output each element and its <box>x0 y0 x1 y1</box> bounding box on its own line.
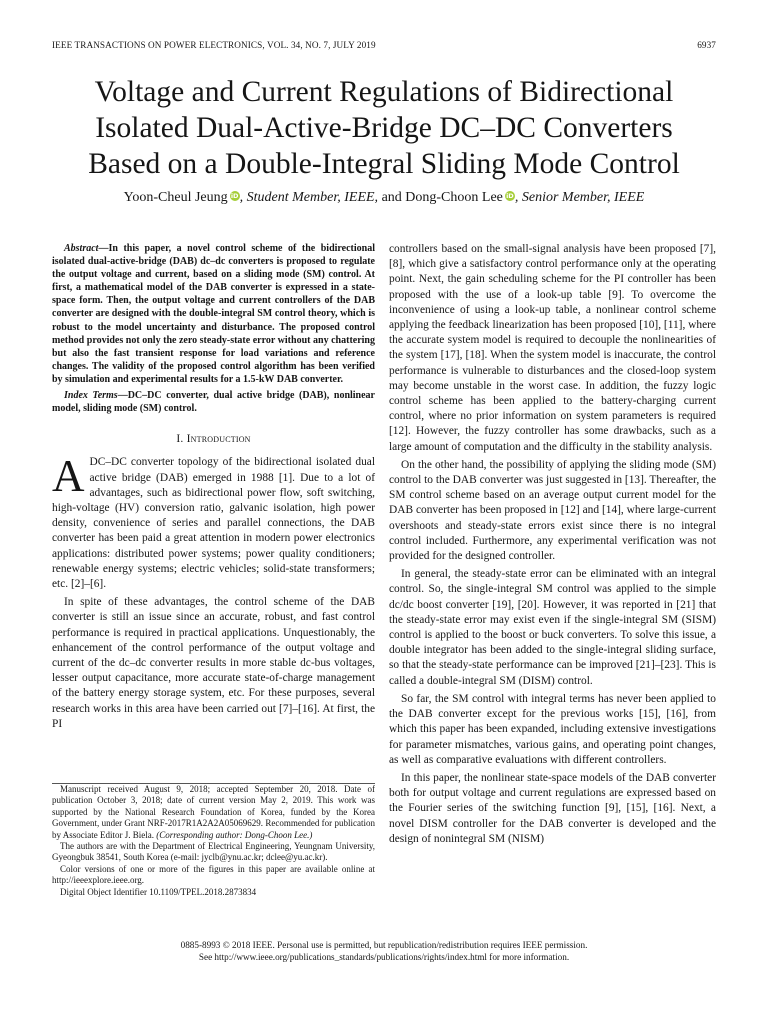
orcid-icon[interactable]: iD <box>506 192 514 200</box>
copyright-line: 0885-8993 © 2018 IEEE. Personal use is permitted, but republication/redistribution requires IEEE permission. <box>180 940 588 950</box>
paragraph-text: DC–DC converter topology of the bidirectional isolated dual active bridge (DAB) emerged in 1988 [1]. Due to a lot of advantages, such as bidirectional power flow, soft switching, high-voltage (HV) conversion ratio, galvanic isolation, high power density, convenience of series and parallel connections, the DAB converter has been paid a great attention in modern power electronics applications: distributed power systems; power quality conditioners; renewable energy systems; electric vehicles; solid-state transformers; etc. [2]–[6]. <box>52 456 375 591</box>
intro-paragraph <box>52 451 375 592</box>
footnote: The authors are with the Department of Electrical Engineering, Yeungnam University, Gyeongbuk 38541, South Korea (e-mail: jyclb@ynu.ac.kr; dclee@yu.ac.kr). <box>52 841 375 863</box>
body-paragraph: controllers based on the small-signal analysis have been proposed [7], [8], which give a satisfactory control performance only at the operating point. Next, the gain scheduling scheme for the PI controller has been proposed with the use of a look-up table [9]. To overcome the inconvenience of using a look-up table, a nonlinear control scheme applying the feedback linearization has been proposed [10], [11], where the accurate system model is required to decouple the nonlinearities of the system [17], [18]. When the system model is inaccurate, the control performance is vulnerable to disturbances and the closed-loop system may become unstable in the worst case. In addition, the fuzzy logic control scheme has been applied to the battery-charging current control, where no prior information on system parameters is required [12]. However, the fuzzy controller has some drawbacks, such as a large amount of computation and the difficulty in the stability analysis. <box>389 243 716 453</box>
footnotes <box>52 783 375 898</box>
footnote: Digital Object Identifier 10.1109/TPEL.2018.2873834 <box>60 886 257 897</box>
copyright-notice <box>40 939 728 963</box>
abstract-label: Abstract <box>64 243 99 254</box>
author-line <box>40 189 728 207</box>
title-line: Voltage and Current Regulations of Bidirectional <box>94 76 674 108</box>
intro-paragraph: In spite of these advantages, the control scheme of the DAB converter is still an issue since an accurate, robust, and fast control performance is required in practical applications. Unquestionably, the enhancement of the control performance of the output voltage and current of the dc–dc converter results in more stable dc-bus voltages, lesser output capacitance, more accurate state-of-charge management of the battery energy storage system, etc. For these purposes, several research works in this area have been carried out [7]–[16]. At first, the PI <box>52 596 375 730</box>
footnote <box>52 784 375 841</box>
footnote-text: Manuscript received August 9, 2018; accepted September 20, 2018. Date of publication October 3, 2018; date of current version May 2, 2019. This work was supported by the National Research Foundation of Korea, funded by the Korea Government, under Grant NRF-2017R1A2A2A05069629. Recommended for publication by Associate Editor J. Biela. <box>52 784 375 840</box>
journal-name: IEEE TRANSACTIONS ON POWER ELECTRONICS, VOL. 34, NO. 7, JULY 2019 <box>52 40 376 50</box>
body-paragraph: On the other hand, the possibility of applying the sliding mode (SM) control to the DAB converter was just suggested in [13]. Thereafter, the SM control scheme based on an average output current model for the DAB converter has been proposed in [12] and [14], where large-current overshoots and steady-state errors exist since there is no integral control included. Furthermore, any experimental verification was not provided for the designed controller. <box>389 458 716 563</box>
author-affiliation: , Senior Member, IEEE <box>514 190 645 205</box>
author-name: Yoon-Cheul Jeung <box>123 190 228 205</box>
body-paragraph: So far, the SM control with integral terms has never been applied to the DAB converter except for the previous works [15], [16], from which this paper has been expanded, including extensive investigations for parameter mismatches, various gains, and operating point changes, as well as comparative evaluations with different controllers. <box>389 692 716 766</box>
running-header <box>52 40 716 54</box>
right-column <box>389 242 716 850</box>
author-affiliation: , Student Member, IEEE, <box>239 190 379 205</box>
orcid-icon[interactable]: iD <box>230 192 239 200</box>
index-terms-label: Index Terms <box>64 390 118 402</box>
footnote: Color versions of one or more of the figures in this paper are available online at http://ieeexplore.ieee.org. <box>52 863 375 886</box>
abstract <box>52 242 375 386</box>
author-conjunction: and <box>378 190 406 205</box>
author-name: Dong-Choon Lee <box>405 190 503 205</box>
paper-title <box>40 74 728 182</box>
section-title: Introduction <box>186 432 251 446</box>
index-terms-text: —DC–DC converter, dual active bridge (DAB), nonlinear model, sliding mode (SM) control. <box>52 390 375 415</box>
body-paragraph: In this paper, the nonlinear state-space models of the DAB converter both for output voltage and current regulations are expressed based on the Fourier series of the switching function [9], [15], [16]. Next, a novel DISM controller for the DAB converter is developed and the design of nonintegral SM (NISM) <box>389 771 716 845</box>
index-terms <box>52 389 375 415</box>
copyright-line: See http://www.ieee.org/publications_standards/publications/rights/index.html for more information. <box>198 952 570 962</box>
title-line: Isolated Dual-Active-Bridge DC–DC Converters <box>95 112 673 144</box>
section-number: I. <box>176 432 184 446</box>
abstract-text: —In this paper, a novel control scheme of the bidirectional isolated dual-active-bridge (DAB) dc–dc converters is proposed to regulate the output voltage and current, based on a sliding mode (SM) control. At first, a mathematical model of the DAB converter is expressed in a state-space form. Then, the output voltage and current controllers of the DAB converter are designed with the double-integral SM control theory, which is robust to the model uncertainty and disturbance. The proposed control method provides not only the zero steady-state error without any chattering but also the fast transient response for load variations and reference changes. The validity of the proposed control algorithm has been verified by simulation and experimental results for a 1.5-kW DAB converter. <box>52 243 375 385</box>
section-heading <box>52 431 375 446</box>
left-column <box>52 242 375 735</box>
page-number: 6937 <box>697 40 716 50</box>
drop-cap: A <box>52 451 85 502</box>
body-paragraph: In general, the steady-state error can be eliminated with an integral control. So, the single-integral SM control was applied to the simple dc/dc boost converter [19], [20]. However, it was reported in [21] that the steady-state error may exist even if the single-integral SM (SISM) control is applied to the boost or buck converters. To solve this issue, a double integrator has been added to the single-integral sliding surface, so that the steady-state performance can be improved [21]–[23]. This is called a double-integral SM (DISM) control. <box>389 568 716 687</box>
corresponding-author-note: (Corresponding author: Dong-Choon Lee.) <box>156 829 313 840</box>
title-line: Based on a Double-Integral Sliding Mode Control <box>88 148 680 180</box>
